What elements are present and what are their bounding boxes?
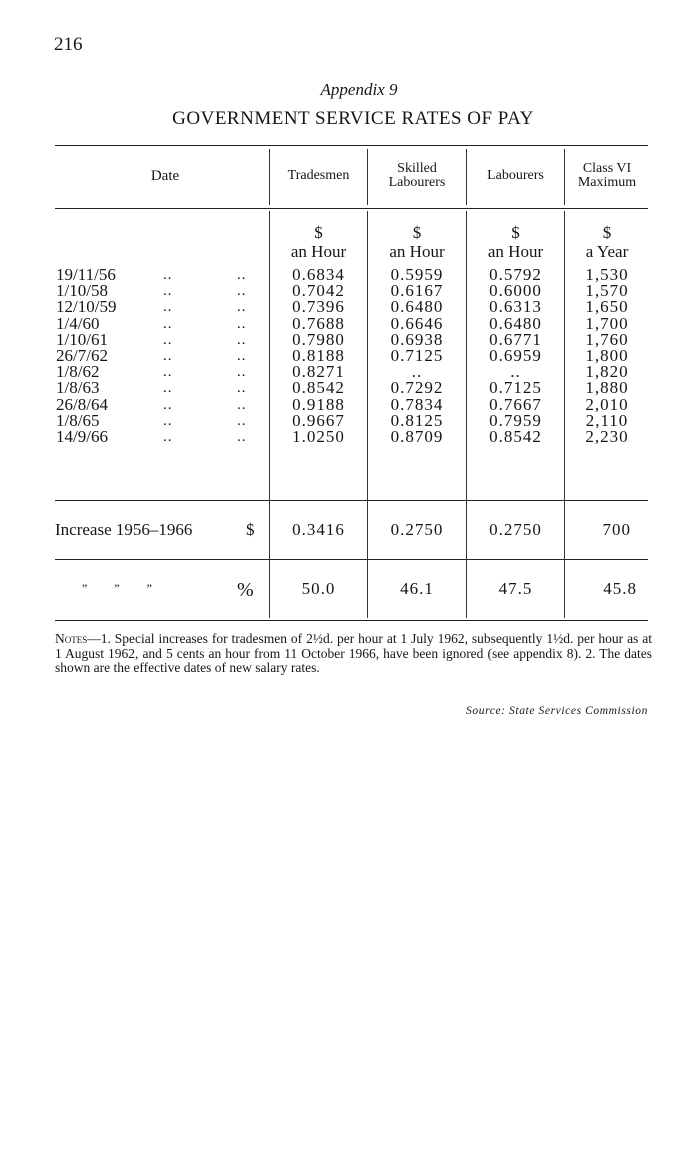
unit-per: a Year [585, 242, 629, 261]
table-top-rule [55, 145, 648, 146]
table-notes: Notes—1. Special increases for tradesmen of 2½d. per hour at 1 July 1962, subsequently 1½d. per hour as at 1 August 1962, and 5 cents an hour from 11 October 1966, have been ignored (see appendix 8). 2. The dates shown are the effective dates of new salary rates. [55, 631, 652, 675]
appendix-label: Appendix 9 [320, 80, 398, 99]
header-class-vi: Class VI Maximum [577, 161, 637, 190]
unit-per: an Hour [487, 242, 544, 261]
unit-per: an Hour [290, 242, 347, 261]
unit-currency: $ [602, 223, 612, 242]
table-bottom-rule [55, 620, 648, 621]
header-bottom-rule [55, 208, 648, 209]
header-skilled-labourers: Skilled Labourers [388, 161, 446, 190]
body-bottom-rule [55, 500, 648, 501]
header-labourers: Labourers [487, 168, 544, 183]
unit-currency: $ [412, 223, 422, 242]
page-number: 216 [54, 34, 83, 55]
header-date: Date [150, 168, 180, 184]
unit-per: an Hour [389, 242, 445, 261]
unit-currency: $ [511, 223, 520, 242]
header-tradesmen: Tradesmen [287, 168, 350, 183]
page-title: GOVERNMENT SERVICE RATES OF PAY [172, 108, 534, 129]
source-credit: Source: State Services Commission [466, 705, 648, 717]
increase-bottom-rule [55, 559, 648, 560]
unit-currency: $ [314, 223, 323, 242]
